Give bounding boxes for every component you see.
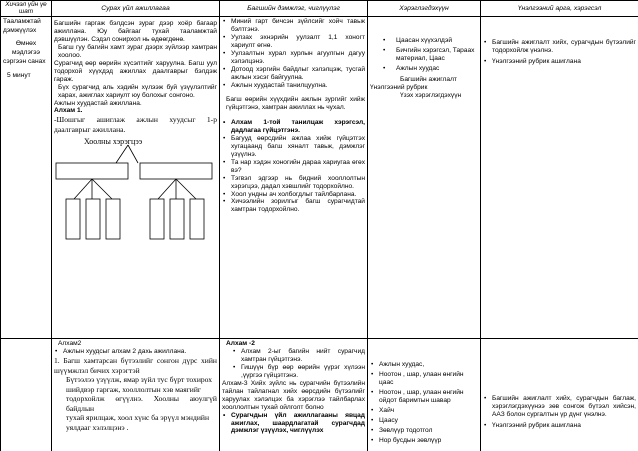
list-item: • Үнэлгээний рубрик ашиглана (483, 58, 636, 66)
diagram-leaf-box (150, 199, 164, 239)
learning-paragraph: Бүх сурагчид аль хэдийн хүлээж буй үзүүлэлтийг харах, ажиглах хариулт юу болохыг сонгоно. (58, 83, 217, 99)
header-row (1, 1, 638, 17)
step2-line: тодорхойлж өгүүлнэ. Хоолны аюулгүй байдлын (66, 394, 217, 413)
diagram-leaf-box (66, 199, 80, 239)
learning-paragraph: Сурагчид өөр өөрийн хүсэлтийг харуулна. Багш уул тодорхой хүүхдэд ажиллах даалгаврыг бэлдэж гараж. (54, 59, 217, 83)
list-item: • Ажлын хуудас, (370, 361, 478, 369)
step1-title: Алхам 1. (54, 107, 83, 115)
support-list (222, 18, 365, 89)
step2-line: уялдааг хэлэлцэнэ . (66, 422, 129, 432)
list-item: • Үнэлгээний рубрик ашиглана (483, 422, 636, 430)
list-item: • Ажлын хуудас (382, 65, 478, 73)
learning-list (54, 348, 217, 356)
step2-support-title: Алхам -2 (226, 340, 255, 348)
support-list (222, 348, 365, 380)
list-item: • Уулзах эхнэрийн уулзалт 1,1 хоногт хариулт өгнө. (222, 34, 365, 50)
list-item: • Уулзалтын хурал хурлын агуулгын дагуу хэлэлцэнэ. (222, 50, 365, 66)
materials-cell (368, 17, 481, 339)
assessment-list (483, 395, 636, 430)
list-item: • Ажлын хуудсыг алхам 2 дахь ажиллана. (54, 348, 217, 356)
assessment-list (483, 39, 636, 66)
materials-line: Үзэх хэрэглэгдэхүүн (400, 91, 462, 99)
table-row (1, 17, 638, 339)
food-needs-diagram (54, 137, 220, 245)
support-paragraph: Алхам-3 Хийх зүйлс нь сурагчийн бүтээлийн тайлан тайлагнал хийх өөрсдийн бүтээлийг харуулах хэлэлцэх ба хэрэглээ тайлбарлах хооллолтын тухай ойлголт болно (222, 379, 365, 411)
list-item: • Тэгвэл эдгээр нь бидний хооллолтын хэрэгцээ, дадал хэвшлийг тодорхойлно. (222, 175, 365, 191)
support-cell (220, 17, 368, 339)
list-item: • Алхам 2-ыг багийн нийт сурагчид хамтран гүйцэтгэнэ. (232, 348, 365, 364)
stage-duration: 5 минут (7, 71, 31, 79)
list-item: • Бичгийн хэрэгсэл, Тараах материал, Цаас (382, 47, 478, 63)
step2-line: тухай ярилцаж, хоол хүнс ба эрүүл мэндийн (66, 413, 210, 423)
list-item: • Дотоод хэргийн байдлыг хэлэлцэж, тусгай ажлын хэсэг байгуулна. (222, 66, 365, 82)
learning-paragraph: Багшийн гаргаж бэлдсэн зураг дээр хоёр багаар ажиллана. Юу байгааг тухай тааламжтай дэвшүүлэн. Сэдэл сонирхол нь өдөөгдөнө. (54, 20, 217, 44)
stage-cell (1, 17, 52, 339)
step1-text: -Шошгыг ашиглаж ажлын хуудсыг 1-р даалгаврыг ажиллана. (54, 115, 217, 134)
list-item: • Багшийн ажиглалт хийх, сурагчдын бүтээлийг тодорхойлж үнэлнэ. (483, 39, 636, 55)
diagram-shapes (54, 137, 220, 245)
list-item: • Хичээлийн зорилгыг багш сурагчидтай хамтран тодорхойлно. (222, 198, 365, 214)
stage-line: мэдлэгээ (12, 49, 40, 57)
list-item: • Багууд өөрсдийн ажлаа хийж гүйцэтгэх хугацаанд багш хяналт тавьж, дэмжлэг үзүүлнэ. (222, 135, 365, 159)
learning-paragraph: Ажлын хуудастай ажиллана. (54, 99, 142, 107)
list-item: • Багшийн ажиглалт хийх, сурагчдын баглаж, хэрэглэгдэхүүнээ зөв сонгож бүтээл хийсэн, ААЗ болон сургалтын үр дүнг үнэлнэ. (483, 395, 636, 419)
list-item: • Ноотон , шар, улаан өнгийн цаас (370, 371, 478, 387)
materials-line: Үнэлгээний рубрик (370, 83, 428, 91)
materials-cell (368, 339, 481, 451)
support-list (222, 412, 365, 436)
diagram-box-right (140, 163, 212, 179)
support-list (222, 119, 365, 214)
stage-line: Тааламжтай (3, 18, 41, 26)
header-learning: Сурах үйл ажиллагаа (52, 1, 220, 17)
list-item: • Зөвлүүр тодотгол (370, 427, 478, 435)
list-item: • Ажлын хуудастай танилцуулна. (222, 82, 365, 90)
diagram-title: Хоолны хэрэгцээ (84, 137, 143, 147)
learning-paragraph: Багш гуу багийн хамт зураг дээрх зүйлээр хамтран хоолоо. (58, 44, 217, 60)
step2-point: 1. Багш хамтарсан бүтээлийг сонгон дүрс хийн шүүмжлэл бичих хэрэгтэй (54, 356, 217, 375)
step2-line: Бүтээлээ үзүүлж, ямар зүйл тус бүрт тохирох (66, 375, 213, 385)
stage-line: Өмнөх (15, 40, 37, 48)
diagram-leaf-box (190, 199, 204, 239)
materials-line: Багшийн ажиглалт (400, 76, 457, 84)
table-row (1, 339, 638, 451)
list-item: • Сурагчдын үйл ажиллагааны явцад ажиглах, шаардлагатай сурагчдад дэмжлэг үзүүлэх, чиглүүлэх (222, 412, 365, 436)
list-item: • Та нар хэдэн хоногийн дараа хариугаа өгөх вэ? (222, 159, 365, 175)
header-materials: Хэрэглэгдэхүүн (368, 1, 481, 17)
assessment-cell (481, 339, 638, 451)
diagram-leaf-box (86, 199, 100, 239)
learning-cell (52, 339, 220, 451)
list-item: • Хайч (370, 407, 478, 415)
header-assessment: Үнэлгээний арга, хэрэгсэл (481, 1, 638, 17)
step2-title: Алхам2 (58, 340, 82, 348)
assessment-cell (481, 17, 638, 339)
header-support: Багшийн дэмжлэг, чиглүүлэг (220, 1, 368, 17)
diagram-box-left (56, 163, 128, 179)
stage-line: дэмжүүлэх (3, 27, 37, 35)
support-paragraph: Багш өөрийн хүүхдийн ажлын зургийг хийж гүйцэтгэнэ, хамтран ажиллах нь чухал. (226, 95, 365, 111)
list-item: • Цаасан хүүхэлдэй (382, 37, 478, 45)
diagram-leaf-box (106, 199, 120, 239)
stage-cell-empty (1, 339, 52, 451)
materials-list (370, 37, 478, 73)
diagram-leaf-box (170, 199, 184, 239)
list-item: • Хоол ундны ач холбогдлыг тайлбарлана. (222, 191, 365, 199)
list-item: • Цаасу (370, 417, 478, 425)
list-item: • Ноотон , шар, улаан өнгийн ойдот баримтын шавар (370, 389, 478, 405)
materials-list (370, 361, 478, 444)
learning-cell (52, 17, 220, 339)
list-item: • Гишүүн бүр өөр өөрийн үүрэг хүлээн ,үүргээ гүйцэтгэнэ. (232, 364, 365, 380)
stage-line: сэргээн санах (3, 58, 46, 66)
list-item: • Алхам 1-той танилцаж хэрэгсэл, дадлагаа гүйцэтгэнэ. (222, 119, 365, 135)
step2-line: шийдвэр гаргаж, хооллолтын хэв маягийг (66, 384, 202, 394)
support-cell (220, 339, 368, 451)
list-item: • Нор бусдын зөвлүүр (370, 437, 478, 445)
list-item: • Миний гарт бичсэн зүйлсийг хойч тавьж бэлтгэнэ. (222, 18, 365, 34)
header-stage: Хичээл үйн үе шат (1, 1, 52, 17)
